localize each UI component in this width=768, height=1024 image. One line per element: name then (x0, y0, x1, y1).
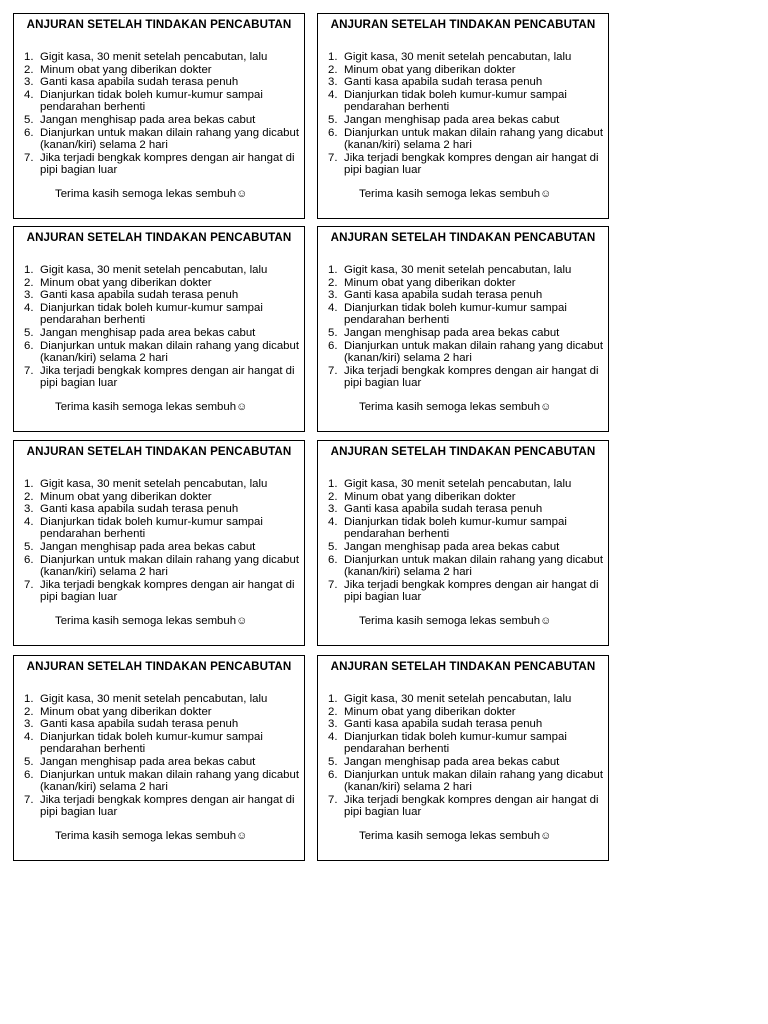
item-number: 2. (24, 63, 34, 76)
instruction-item (24, 89, 302, 114)
card-title: ANJURAN SETELAH TINDAKAN PENCABUTAN (26, 445, 292, 458)
item-text: Gigit kasa, 30 menit setelah pencabutan, lalu (40, 478, 268, 490)
item-text: Gigit kasa, 30 menit setelah pencabutan, lalu (40, 693, 268, 705)
item-text: Dianjurkan tidak boleh kumur-kumur sampai pendarahan berhenti (40, 730, 263, 756)
item-number: 6. (24, 768, 34, 781)
card-title: ANJURAN SETELAH TINDAKAN PENCABUTAN (330, 660, 596, 673)
item-text: Dianjurkan tidak boleh kumur-kumur sampai pendarahan berhenti (40, 515, 263, 541)
item-number: 5. (24, 326, 34, 339)
instruction-item (328, 756, 606, 769)
item-text: Gigit kasa, 30 menit setelah pencabutan, lalu (344, 478, 572, 490)
instruction-card (317, 655, 609, 861)
instruction-item (24, 127, 302, 152)
closing-message (359, 188, 551, 200)
item-number: 3. (328, 76, 338, 89)
instruction-item (328, 51, 606, 64)
item-number: 3. (24, 718, 34, 731)
instruction-item (328, 365, 606, 390)
closing-message (359, 401, 551, 413)
item-text: Minum obat yang diberikan dokter (40, 490, 212, 503)
instruction-item (24, 554, 302, 579)
instruction-list (328, 264, 606, 390)
item-number: 4. (24, 88, 34, 101)
item-text: Gigit kasa, 30 menit setelah pencabutan, lalu (344, 51, 572, 63)
instruction-item (328, 76, 606, 89)
item-text: Dianjurkan untuk makan dilain rahang yang dicabut (kanan/kiri) selama 2 hari (344, 553, 603, 579)
item-number: 1. (24, 478, 34, 490)
smiley-icon: ☺ (236, 188, 248, 200)
item-text: Dianjurkan untuk makan dilain rahang yang dicabut (kanan/kiri) selama 2 hari (344, 339, 603, 365)
smiley-icon: ☺ (540, 188, 552, 200)
instruction-item (328, 152, 606, 177)
item-number: 5. (328, 113, 338, 126)
instruction-item (24, 794, 302, 819)
item-number: 2. (24, 490, 34, 503)
item-text: Dianjurkan untuk makan dilain rahang yang dicabut (kanan/kiri) selama 2 hari (344, 126, 603, 152)
instruction-list (24, 478, 302, 604)
closing-text: Terima kasih semoga lekas sembuh (359, 615, 541, 627)
item-number: 4. (328, 301, 338, 314)
instruction-item (328, 516, 606, 541)
item-number: 5. (328, 755, 338, 768)
instruction-item (328, 64, 606, 77)
instruction-item (24, 491, 302, 504)
instruction-item (24, 731, 302, 756)
instruction-item (328, 89, 606, 114)
item-number: 6. (328, 126, 338, 139)
item-number: 7. (328, 364, 338, 377)
instruction-card (13, 13, 305, 219)
instruction-item (328, 718, 606, 731)
item-number: 2. (328, 63, 338, 76)
instruction-item (24, 327, 302, 340)
closing-text: Terima kasih semoga lekas sembuh (359, 401, 541, 413)
item-number: 5. (24, 540, 34, 553)
item-number: 5. (328, 326, 338, 339)
instruction-item (328, 579, 606, 604)
item-text: Jika terjadi bengkak kompres dengan air hangat di pipi bagian luar (344, 364, 599, 390)
item-text: Jangan menghisap pada area bekas cabut (344, 755, 560, 768)
item-number: 7. (24, 364, 34, 377)
item-number: 6. (24, 553, 34, 566)
item-number: 5. (328, 540, 338, 553)
item-text: Ganti kasa apabila sudah terasa penuh (344, 76, 543, 89)
instruction-list (24, 693, 302, 819)
instruction-item (24, 365, 302, 390)
item-number: 4. (24, 515, 34, 528)
item-text: Minum obat yang diberikan dokter (344, 705, 516, 718)
instruction-item (328, 289, 606, 302)
item-number: 3. (328, 503, 338, 516)
instruction-item (328, 478, 606, 491)
item-text: Jangan menghisap pada area bekas cabut (40, 755, 256, 768)
item-number: 4. (328, 88, 338, 101)
closing-message (359, 830, 551, 842)
closing-message (55, 615, 247, 627)
instruction-item (24, 340, 302, 365)
instruction-item (24, 114, 302, 127)
item-number: 1. (24, 693, 34, 705)
smiley-icon: ☺ (236, 830, 248, 842)
instruction-card (317, 13, 609, 219)
item-text: Minum obat yang diberikan dokter (344, 276, 516, 289)
instruction-item (328, 554, 606, 579)
instruction-list (328, 478, 606, 604)
instruction-item (24, 516, 302, 541)
instruction-item (328, 264, 606, 277)
closing-message (55, 401, 247, 413)
closing-text: Terima kasih semoga lekas sembuh (55, 401, 237, 413)
item-number: 1. (328, 51, 338, 63)
instruction-item (328, 127, 606, 152)
item-text: Dianjurkan untuk makan dilain rahang yang dicabut (kanan/kiri) selama 2 hari (40, 553, 299, 579)
card-title: ANJURAN SETELAH TINDAKAN PENCABUTAN (26, 660, 292, 673)
item-text: Jika terjadi bengkak kompres dengan air hangat di pipi bagian luar (40, 793, 295, 819)
instruction-card (13, 226, 305, 432)
item-text: Dianjurkan tidak boleh kumur-kumur sampai pendarahan berhenti (40, 301, 263, 327)
item-text: Jika terjadi bengkak kompres dengan air hangat di pipi bagian luar (344, 151, 599, 177)
instruction-item (24, 64, 302, 77)
item-number: 4. (328, 515, 338, 528)
item-number: 6. (24, 339, 34, 352)
closing-text: Terima kasih semoga lekas sembuh (359, 830, 541, 842)
item-number: 3. (24, 76, 34, 89)
item-text: Minum obat yang diberikan dokter (344, 63, 516, 76)
item-text: Ganti kasa apabila sudah terasa penuh (40, 503, 239, 516)
item-text: Ganti kasa apabila sudah terasa penuh (40, 76, 239, 89)
item-number: 4. (328, 730, 338, 743)
item-number: 7. (328, 151, 338, 164)
instruction-item (328, 794, 606, 819)
instruction-item (328, 340, 606, 365)
item-text: Ganti kasa apabila sudah terasa penuh (40, 289, 239, 302)
item-text: Dianjurkan untuk makan dilain rahang yang dicabut (kanan/kiri) selama 2 hari (40, 126, 299, 152)
instruction-item (24, 756, 302, 769)
instruction-card (13, 655, 305, 861)
item-text: Gigit kasa, 30 menit setelah pencabutan, lalu (40, 51, 268, 63)
instruction-item (24, 541, 302, 554)
item-number: 2. (328, 490, 338, 503)
card-title: ANJURAN SETELAH TINDAKAN PENCABUTAN (26, 18, 292, 31)
item-number: 2. (24, 276, 34, 289)
card-title: ANJURAN SETELAH TINDAKAN PENCABUTAN (330, 445, 596, 458)
closing-text: Terima kasih semoga lekas sembuh (55, 615, 237, 627)
instruction-item (24, 579, 302, 604)
card-title: ANJURAN SETELAH TINDAKAN PENCABUTAN (26, 231, 292, 244)
item-text: Jangan menghisap pada area bekas cabut (40, 113, 256, 126)
item-number: 4. (24, 301, 34, 314)
item-number: 1. (328, 693, 338, 705)
instruction-card (13, 440, 305, 646)
instruction-item (328, 693, 606, 706)
item-text: Minum obat yang diberikan dokter (344, 490, 516, 503)
item-number: 1. (24, 264, 34, 276)
instruction-item (328, 327, 606, 340)
item-number: 3. (24, 289, 34, 302)
instruction-item (328, 302, 606, 327)
instruction-item (328, 731, 606, 756)
item-text: Dianjurkan tidak boleh kumur-kumur sampai pendarahan berhenti (40, 88, 263, 114)
instruction-list (328, 693, 606, 819)
item-number: 4. (24, 730, 34, 743)
card-title: ANJURAN SETELAH TINDAKAN PENCABUTAN (330, 18, 596, 31)
closing-message (359, 615, 551, 627)
smiley-icon: ☺ (540, 615, 552, 627)
instruction-item (328, 491, 606, 504)
item-number: 6. (328, 553, 338, 566)
item-number: 1. (328, 478, 338, 490)
item-text: Jangan menghisap pada area bekas cabut (40, 540, 256, 553)
item-number: 7. (328, 793, 338, 806)
item-number: 6. (24, 126, 34, 139)
item-text: Ganti kasa apabila sudah terasa penuh (344, 289, 543, 302)
item-text: Jangan menghisap pada area bekas cabut (344, 540, 560, 553)
item-number: 2. (328, 276, 338, 289)
item-number: 2. (24, 705, 34, 718)
instruction-list (24, 51, 302, 177)
item-text: Jika terjadi bengkak kompres dengan air hangat di pipi bagian luar (344, 793, 599, 819)
item-number: 7. (24, 793, 34, 806)
item-text: Jangan menghisap pada area bekas cabut (344, 326, 560, 339)
item-number: 3. (328, 289, 338, 302)
item-text: Dianjurkan tidak boleh kumur-kumur sampai pendarahan berhenti (344, 730, 567, 756)
item-text: Minum obat yang diberikan dokter (40, 705, 212, 718)
instruction-item (24, 152, 302, 177)
item-number: 7. (24, 578, 34, 591)
instruction-item (24, 706, 302, 719)
smiley-icon: ☺ (236, 401, 248, 413)
instruction-item (24, 478, 302, 491)
item-text: Dianjurkan untuk makan dilain rahang yang dicabut (kanan/kiri) selama 2 hari (40, 768, 299, 794)
item-text: Dianjurkan untuk makan dilain rahang yang dicabut (kanan/kiri) selama 2 hari (40, 339, 299, 365)
instruction-item (24, 769, 302, 794)
item-text: Jika terjadi bengkak kompres dengan air hangat di pipi bagian luar (40, 151, 295, 177)
item-text: Jika terjadi bengkak kompres dengan air hangat di pipi bagian luar (344, 578, 599, 604)
instruction-card (317, 226, 609, 432)
item-text: Minum obat yang diberikan dokter (40, 63, 212, 76)
closing-text: Terima kasih semoga lekas sembuh (359, 188, 541, 200)
instruction-list (328, 51, 606, 177)
item-text: Gigit kasa, 30 menit setelah pencabutan, lalu (40, 264, 268, 276)
card-title: ANJURAN SETELAH TINDAKAN PENCABUTAN (330, 231, 596, 244)
item-number: 3. (328, 718, 338, 731)
item-number: 6. (328, 339, 338, 352)
instruction-card (317, 440, 609, 646)
item-number: 5. (24, 113, 34, 126)
item-text: Ganti kasa apabila sudah terasa penuh (344, 718, 543, 731)
closing-message (55, 188, 247, 200)
item-text: Minum obat yang diberikan dokter (40, 276, 212, 289)
instruction-item (24, 277, 302, 290)
instruction-item (328, 769, 606, 794)
item-text: Jangan menghisap pada area bekas cabut (40, 326, 256, 339)
smiley-icon: ☺ (236, 615, 248, 627)
item-number: 2. (328, 705, 338, 718)
instruction-item (24, 503, 302, 516)
item-number: 6. (328, 768, 338, 781)
instruction-item (328, 114, 606, 127)
item-text: Jika terjadi bengkak kompres dengan air hangat di pipi bagian luar (40, 364, 295, 390)
instruction-item (24, 693, 302, 706)
item-text: Dianjurkan tidak boleh kumur-kumur sampai pendarahan berhenti (344, 88, 567, 114)
closing-text: Terima kasih semoga lekas sembuh (55, 830, 237, 842)
item-text: Dianjurkan tidak boleh kumur-kumur sampai pendarahan berhenti (344, 515, 567, 541)
smiley-icon: ☺ (540, 830, 552, 842)
instruction-item (24, 264, 302, 277)
item-number: 1. (24, 51, 34, 63)
instruction-item (328, 277, 606, 290)
item-text: Gigit kasa, 30 menit setelah pencabutan, lalu (344, 693, 572, 705)
item-text: Gigit kasa, 30 menit setelah pencabutan, lalu (344, 264, 572, 276)
closing-message (55, 830, 247, 842)
instruction-item (24, 302, 302, 327)
instruction-list (24, 264, 302, 390)
item-number: 7. (24, 151, 34, 164)
instruction-item (24, 51, 302, 64)
item-number: 3. (24, 503, 34, 516)
item-number: 7. (328, 578, 338, 591)
item-text: Jangan menghisap pada area bekas cabut (344, 113, 560, 126)
smiley-icon: ☺ (540, 401, 552, 413)
instruction-item (328, 503, 606, 516)
item-text: Jika terjadi bengkak kompres dengan air hangat di pipi bagian luar (40, 578, 295, 604)
instruction-item (24, 289, 302, 302)
item-number: 5. (24, 755, 34, 768)
item-text: Ganti kasa apabila sudah terasa penuh (344, 503, 543, 516)
item-text: Dianjurkan untuk makan dilain rahang yang dicabut (kanan/kiri) selama 2 hari (344, 768, 603, 794)
closing-text: Terima kasih semoga lekas sembuh (55, 188, 237, 200)
item-text: Dianjurkan tidak boleh kumur-kumur sampai pendarahan berhenti (344, 301, 567, 327)
item-number: 1. (328, 264, 338, 276)
instruction-item (24, 718, 302, 731)
instruction-item (328, 541, 606, 554)
instruction-item (24, 76, 302, 89)
item-text: Ganti kasa apabila sudah terasa penuh (40, 718, 239, 731)
instruction-item (328, 706, 606, 719)
